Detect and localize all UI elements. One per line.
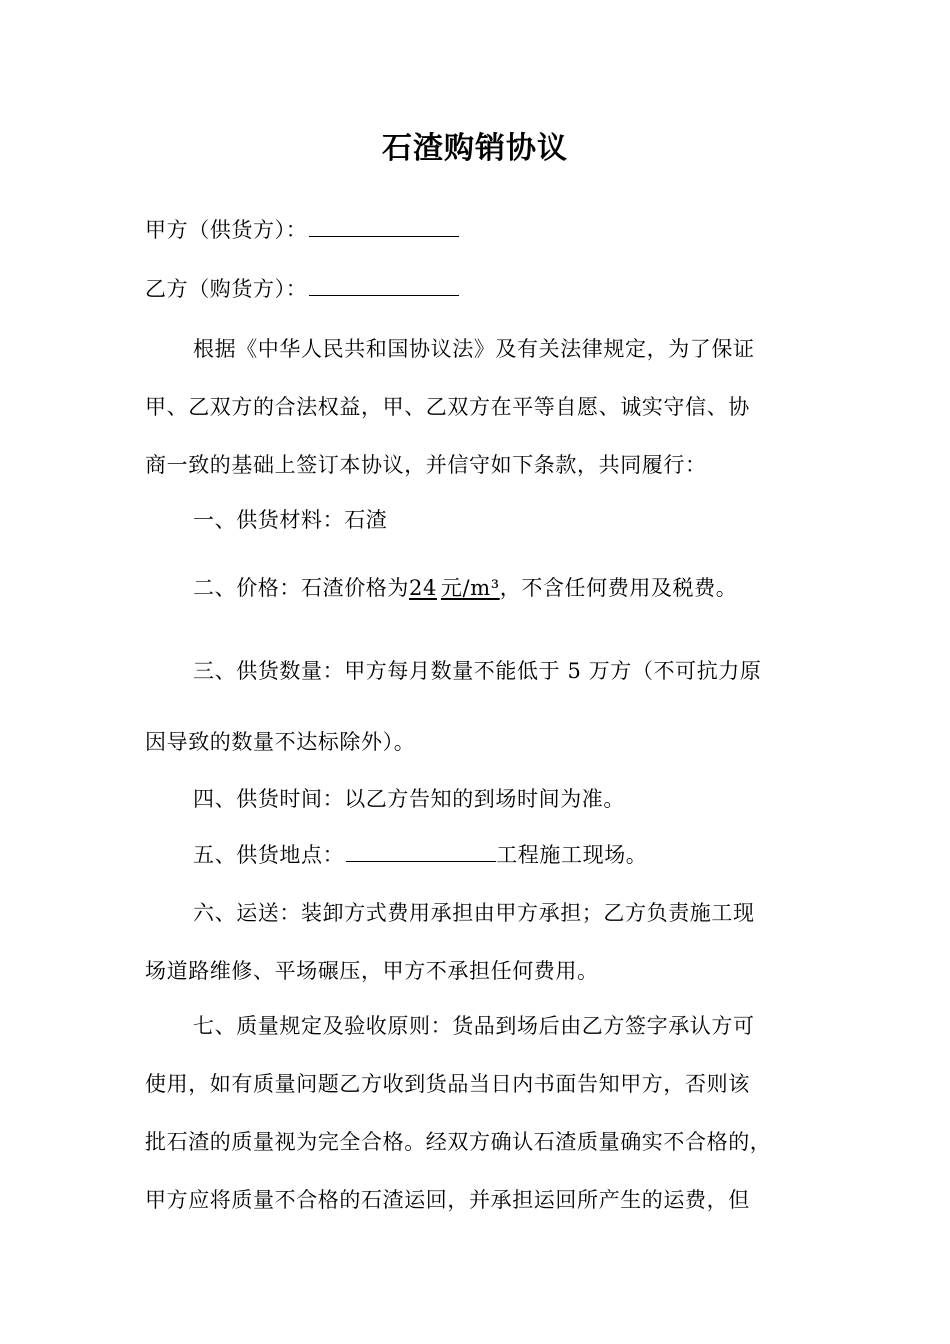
clause-7-line-3: 批石渣的质量视为完全合格。经双方确认石渣质量确实不合格的，: [145, 1130, 772, 1154]
clause-3-line-2: 因导致的数量不达标除外）。: [145, 730, 416, 754]
party-b-blank: [309, 275, 459, 296]
clause-6-line-2: 场道路维修、平场碾压，甲方不承担任何费用。: [145, 959, 599, 983]
preamble-line-3: 商一致的基础上签订本协议，并信守如下条款，共同履行：: [145, 453, 707, 477]
delivery-site-blank: [346, 841, 496, 862]
clause-2-price: 24: [409, 576, 437, 600]
party-b-line: [145, 273, 459, 305]
clause-2-unit: 元/m³: [440, 576, 500, 600]
clause-1: 一、供货材料：石渣: [193, 508, 388, 532]
clause-2-prefix: 二、价格：石渣价格为: [193, 576, 409, 600]
clause-4: 四、供货时间：以乙方告知的到场时间为准。: [193, 787, 625, 811]
party-a-label: 甲方（供货方）：: [145, 218, 308, 242]
clause-7-line-1: 七、质量规定及验收原则：货品到场后由乙方签字承认方可: [193, 1014, 755, 1038]
preamble-line-2: 甲、乙双方的合法权益，甲、乙双方在平等自愿、诚实守信、协: [145, 395, 750, 419]
clause-3-line-1: 三、供货数量：甲方每月数量不能低于 5 万方（不可抗力原: [193, 659, 762, 683]
clause-6-line-1: 六、运送：装卸方式费用承担由甲方承担；乙方负责施工现: [193, 901, 755, 925]
clause-2-suffix: ，不含任何费用及税费。: [499, 576, 738, 600]
document-title: 石渣购销协议: [382, 131, 568, 166]
clause-5: [193, 839, 647, 871]
clause-7-line-2: 使用，如有质量问题乙方收到货品当日内书面告知甲方，否则该: [145, 1072, 750, 1096]
clause-7-line-4: 甲方应将质量不合格的石渣运回，并承担运回所产生的运费，但: [145, 1188, 750, 1212]
clause-2: [193, 572, 737, 604]
clause-5-suffix: 工程施工现场。: [496, 843, 648, 867]
party-a-line: [145, 214, 459, 246]
party-a-blank: [309, 216, 459, 237]
party-b-label: 乙方（购货方）：: [145, 277, 308, 301]
clause-5-prefix: 五、供货地点：: [193, 843, 345, 867]
preamble-line-1: 根据《中华人民共和国协议法》及有关法律规定，为了保证: [193, 337, 755, 361]
